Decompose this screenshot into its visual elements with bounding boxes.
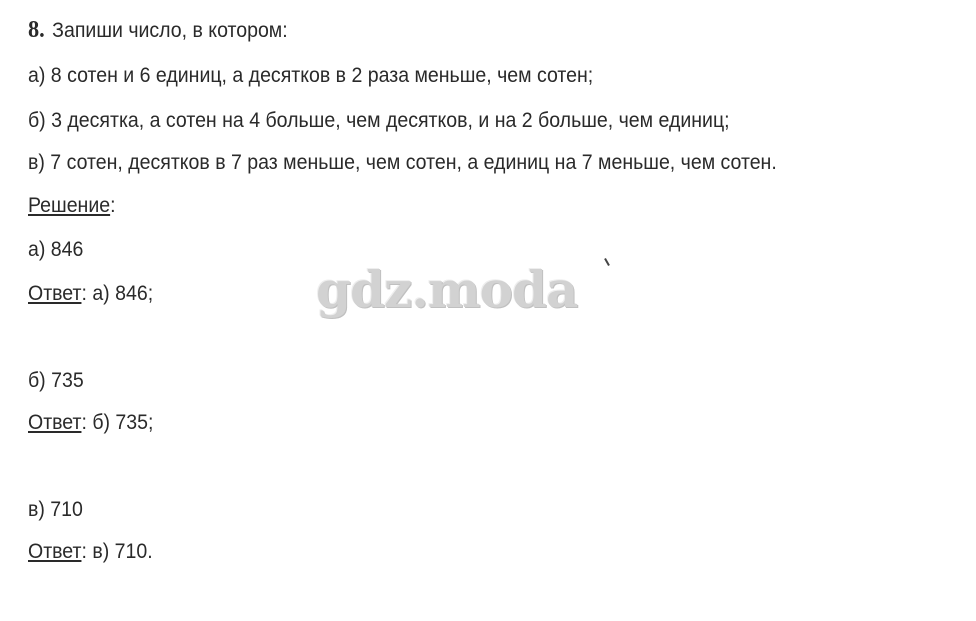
tick-mark — [604, 258, 610, 266]
answer-value-c: : в) 710. — [81, 540, 153, 563]
solution-label: Решение — [28, 194, 111, 217]
answer-label: Ответ — [28, 282, 82, 305]
task-item-b: б) 3 десятка, а сотен на 4 больше, чем десятков, и на 2 больше, чем единиц; — [28, 109, 730, 132]
solution-heading — [28, 193, 116, 219]
answer-value-a: : а) 846; — [81, 282, 154, 305]
answer-label: Ответ — [28, 540, 82, 563]
answer-line-c — [28, 539, 153, 565]
answer-value-b: : б) 735; — [81, 411, 154, 434]
watermark: gdz.moda — [316, 260, 578, 319]
task-item-a: а) 8 сотен и 6 единиц, а десятков в 2 раза меньше, чем сотен; — [28, 64, 594, 87]
task-prompt: Запиши число, в котором: — [52, 19, 288, 42]
task-header — [28, 17, 288, 44]
task-number: 8. — [28, 17, 45, 43]
task-item-c: в) 7 сотен, десятков в 7 раз меньше, чем сотен, а единиц на 7 меньше, чем сотен. — [28, 151, 777, 174]
solution-colon: : — [110, 194, 116, 217]
answer-line-a — [28, 281, 153, 307]
solution-line-a: а) 846 — [28, 238, 84, 261]
solution-line-b: б) 735 — [28, 369, 84, 392]
answer-label: Ответ — [28, 411, 82, 434]
answer-line-b — [28, 410, 153, 436]
solution-line-c: в) 710 — [28, 498, 83, 521]
